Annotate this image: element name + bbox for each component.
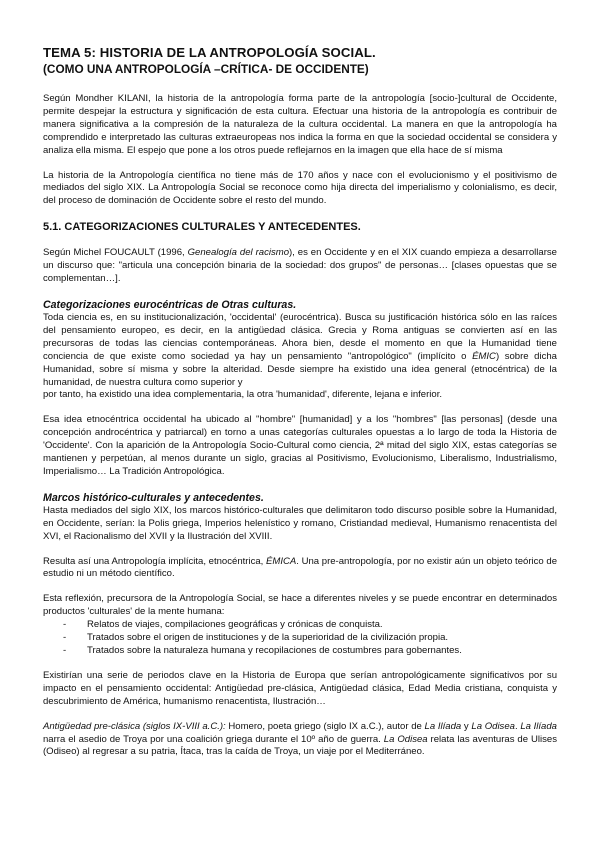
reflection-paragraph: Esta reflexión, precursora de la Antropología Social, se hace a diferentes niveles y se puede encontrar en determinados productos 'culturales' de la mente humana: xyxy=(43,593,557,618)
list-item: - Relatos de viajes, compilaciones geográficas y crónicas de conquista. xyxy=(63,619,557,632)
intro-paragraph-1: Según Mondher KILANI, la historia de la antropología forma parte de la antropología [socio-]cultural de Occidente, permite despejar la estructura y significación de esta cultura. Efectuar una historia de la antropología es contribuir de manera significativa a la compresión de la naturaleza de la cultura occidental. La manera en que la antropología ha comprendido e interpretado las culturas extraeuropeas nos indica la forma en que la sociedad occidental se considera y analiza ella misma. El espejo que pone a los otros puede reflejarnos en la imagen que ella hace de sí misma xyxy=(43,93,557,156)
products-list xyxy=(43,619,557,658)
emica-term: ÉMICA xyxy=(266,555,297,567)
period-label: Antigüedad pre-clásica (siglos IX-VIII a.C.): xyxy=(43,720,226,732)
emic-term: ÉMIC xyxy=(472,350,496,362)
eurocentric-paragraph-continuation: por tanto, ha existido una idea complementaria, la otra 'humanidad', diferente, lejana e inferior. xyxy=(43,389,443,401)
ethnocentric-paragraph: Esa idea etnocéntrica occidental ha ubicado al "hombre" [humanidad] y a los "hombres" [las personas] (desde una concepción androcéntrica y patriarcal) en torno a unas categorías culturales opuestas a lo largo de toda la Historia de 'Occidente'. Con la aparición de la Antropología Socio-Cultural como ciencia, 2ª mitad del siglo XIX, estas categorías se mantienen y perpetúan, al menos durante un siglo, gracias al Positivismo, Evolucionismo, Liberalismo, Industrialismo, Imperialismo… La Tradición Antropológica. xyxy=(43,414,557,477)
intro-paragraph-2: La historia de la Antropología científica no tiene más de 170 años y nace con el evolucionismo y el positivismo de mediados del siglo XIX. La Antropología Social se reconoce como hija directa del imperialismo y colonialismo, es decir, del proceso de dominación de Occidente sobre el resto del mundo. xyxy=(43,169,557,207)
page-title: TEMA 5: HISTORIA DE LA ANTROPOLOGÍA SOCIAL. xyxy=(43,45,376,60)
implicit-anthropology-paragraph: Resulta así una Antropología implícita, etnocéntrica, ÉMICA. Una pre-antropología, por no existir aún un objeto teórico de estudio ni un método científico. xyxy=(43,555,557,580)
foucault-paragraph: Según Michel FOUCAULT (1996, Genealogía del racismo), es en Occidente y en el XIX cuando empieza a desarrollarse un discurso que: "articula una concepción binaria de la sociedad: dos grupos" de personas… [clases opuestas que se complementan…]. xyxy=(43,247,557,285)
subsection-heading-2: Marcos histórico-culturales y antecedentes. xyxy=(43,491,264,504)
page-subtitle: (COMO UNA ANTROPOLOGÍA –CRÍTICA- DE OCCIDENTE) xyxy=(43,62,369,76)
section-heading: 5.1. CATEGORIZACIONES CULTURALES Y ANTECEDENTES. xyxy=(43,221,361,234)
periods-paragraph: Existirían una serie de periodos clave en la Historia de Europa que serían antropológicamente significativos por su impacto en el pensamiento occidental: Antigüedad pre-clásica, Antigüedad clásica, Edad Media cristiana, conquista y descubrimiento de América, humanismo renacentista, Ilustración… xyxy=(43,669,557,707)
subsection-heading-1: Categorizaciones eurocéntricas de Otras culturas. xyxy=(43,298,297,311)
frameworks-paragraph: Hasta mediados del siglo XIX, los marcos histórico-culturales que delimitaron todo discurso posible sobre la Humanidad, en Occidente, serían: la Polis griega, Imperios helenístico y romano, Cristiandad medieval, Humanismo renacentista del XVI, el Racionalismo del XVII y la Ilustración del XVIII. xyxy=(43,504,557,542)
homer-paragraph: Antigüedad pre-clásica (siglos IX-VIII a.C.): Homero, poeta griego (siglo IX a.C.), autor de La Ilíada y La Odisea. La Ilíada narra el asedio de Troya por una coalición griega durante el 10º año de guerra. La Odisea relata las aventuras de Ulises (Odiseo) al regresar a su patria, Ítaca, tras la caída de Troya, un viaje por el Mediterráneo. xyxy=(43,720,557,758)
list-item: - Tratados sobre la naturaleza humana y recopilaciones de costumbres para gobernantes. xyxy=(63,645,557,658)
list-item: - Tratados sobre el origen de instituciones y de la superioridad de la civilización propia. xyxy=(63,632,557,645)
work-title: Genealogía del racismo xyxy=(187,247,289,259)
eurocentric-paragraph: Toda ciencia es, en su institucionalización, 'occidental' (eurocéntrica). Busca su justificación histórica sólo en las raíces del pensamiento europeo, es decir, en la antigüedad clásica. Grecia y Roma antiguas se convierten así en las precursoras de todas las ciencias contemporáneas. Ahora bien, desde el momento en que la Humanidad tiene conciencia de que existe como sociedad ya hay un pensamiento "antropológico" (implícito o ÉMIC) sobre dicha Humanidad, sobre sí misma y sobre la alteridad. Desde siempre ha existido una idea general (etnocéntrica) de la humanidad, de nuestra cultura como superior y xyxy=(43,311,557,388)
